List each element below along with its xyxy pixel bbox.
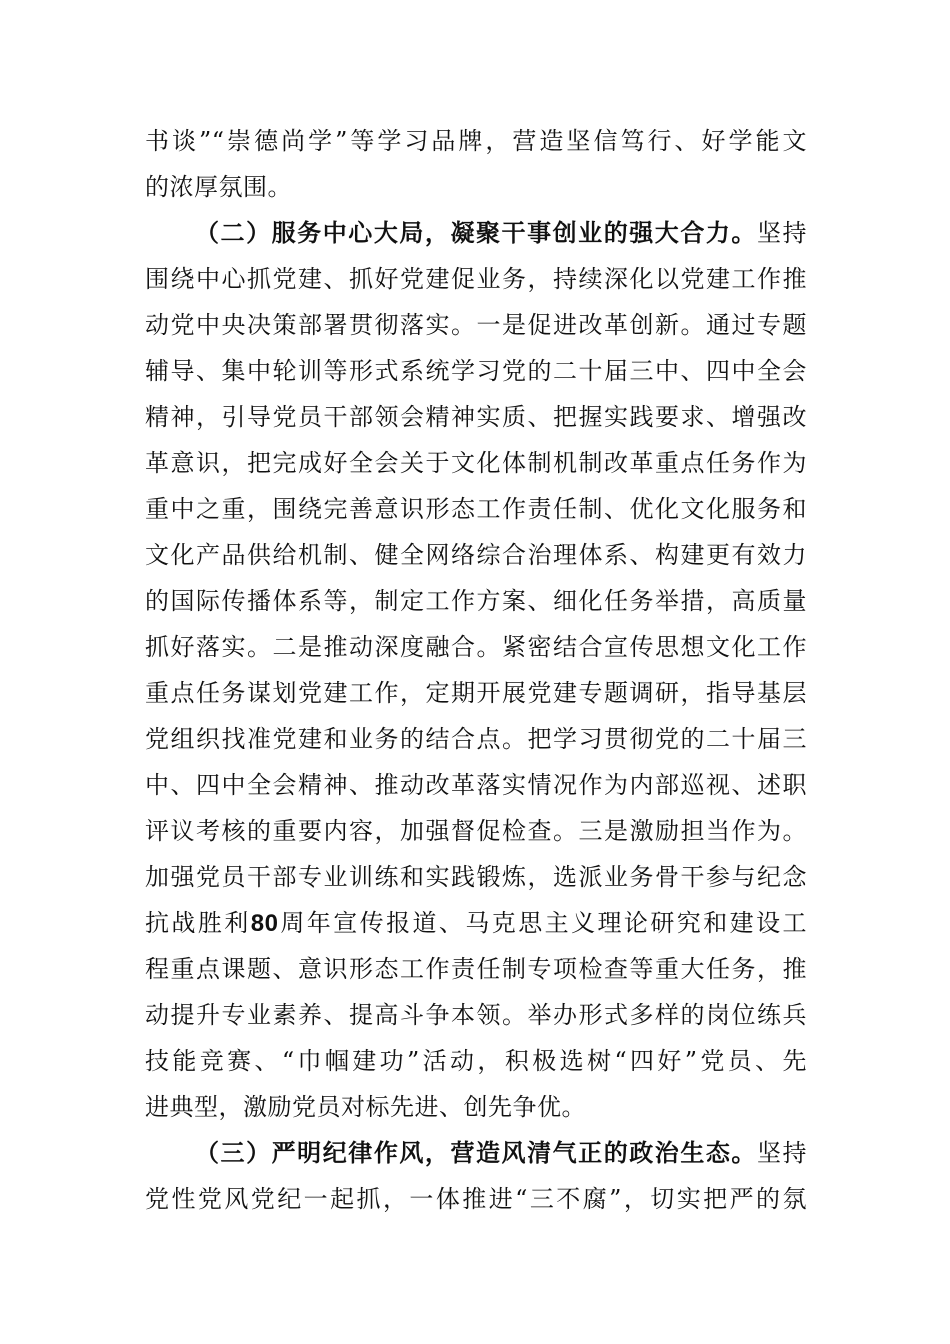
section-marker: （二） bbox=[195, 218, 272, 247]
text-line: 重中之重，围绕完善意识形态工作责任制、优化文化服务和 bbox=[145, 495, 807, 523]
text-line: 动党中央决策部署贯彻落实。一是促进改革创新。通过专题 bbox=[145, 311, 807, 339]
text-line: 党性党风党纪一起抓，一体推进“三不腐”，切实把严的氛 bbox=[145, 1185, 807, 1213]
section-lead-text: 坚持 bbox=[756, 1139, 807, 1167]
text-line-with-number bbox=[145, 900, 807, 946]
number-80: 80 bbox=[250, 910, 279, 937]
text-line: 精神，引导党员干部领会精神实质、把握实践要求、增强改 bbox=[145, 403, 807, 431]
text-fragment: 抗战胜利 bbox=[145, 909, 251, 937]
section-heading-3 bbox=[145, 1130, 807, 1176]
text-line: 书谈”“崇德尚学”等学习品牌，营造坚信笃行、好学能文 bbox=[145, 127, 807, 155]
section-title: 严明纪律作风，营造风清气正的政治生态。 bbox=[271, 1138, 757, 1167]
text-line: 进典型，激励党员对标先进、创先争优。 bbox=[145, 1093, 586, 1121]
text-line: 动提升专业素养、提高斗争本领。举办形式多样的岗位练兵 bbox=[145, 1001, 807, 1029]
text-line: 中、四中全会精神、推动改革落实情况作为内部巡视、述职 bbox=[145, 771, 807, 799]
section-title: 服务中心大局，凝聚干事创业的强大合力。 bbox=[271, 218, 757, 247]
section-heading-2 bbox=[145, 210, 807, 256]
section-marker: （三） bbox=[195, 1138, 272, 1167]
text-line: 加强党员干部专业训练和实践锻炼，选派业务骨干参与纪念 bbox=[145, 863, 807, 891]
section-lead-text: 坚持 bbox=[756, 219, 807, 247]
text-line: 革意识，把完成好全会关于文化体制机制改革重点任务作为 bbox=[145, 449, 807, 477]
document-body bbox=[145, 118, 807, 1222]
text-line: 党组织找准党建和业务的结合点。把学习贯彻党的二十届三 bbox=[145, 725, 807, 753]
text-line: 辅导、集中轮训等形式系统学习党的二十届三中、四中全会 bbox=[145, 357, 807, 385]
text-line: 的国际传播体系等，制定工作方案、细化任务举措，高质量 bbox=[145, 587, 807, 615]
text-line: 抓好落实。二是推动深度融合。紧密结合宣传思想文化工作 bbox=[145, 633, 807, 661]
text-line: 程重点课题、意识形态工作责任制专项检查等重大任务，推 bbox=[145, 955, 807, 983]
text-fragment: 周年宣传报道、马克思主义理论研究和建设工 bbox=[278, 909, 807, 937]
text-line: 重点任务谋划党建工作，定期开展党建专题调研，指导基层 bbox=[145, 679, 807, 707]
text-line: 的浓厚氛围。 bbox=[145, 173, 292, 201]
text-line: 技能竞赛、“巾帼建功”活动，积极选树“四好”党员、先 bbox=[145, 1047, 807, 1075]
text-line: 围绕中心抓党建、抓好党建促业务，持续深化以党建工作推 bbox=[145, 265, 807, 293]
text-line: 评议考核的重要内容，加强督促检查。三是激励担当作为。 bbox=[145, 817, 807, 845]
text-line: 文化产品供给机制、健全网络综合治理体系、构建更有效力 bbox=[145, 541, 807, 569]
